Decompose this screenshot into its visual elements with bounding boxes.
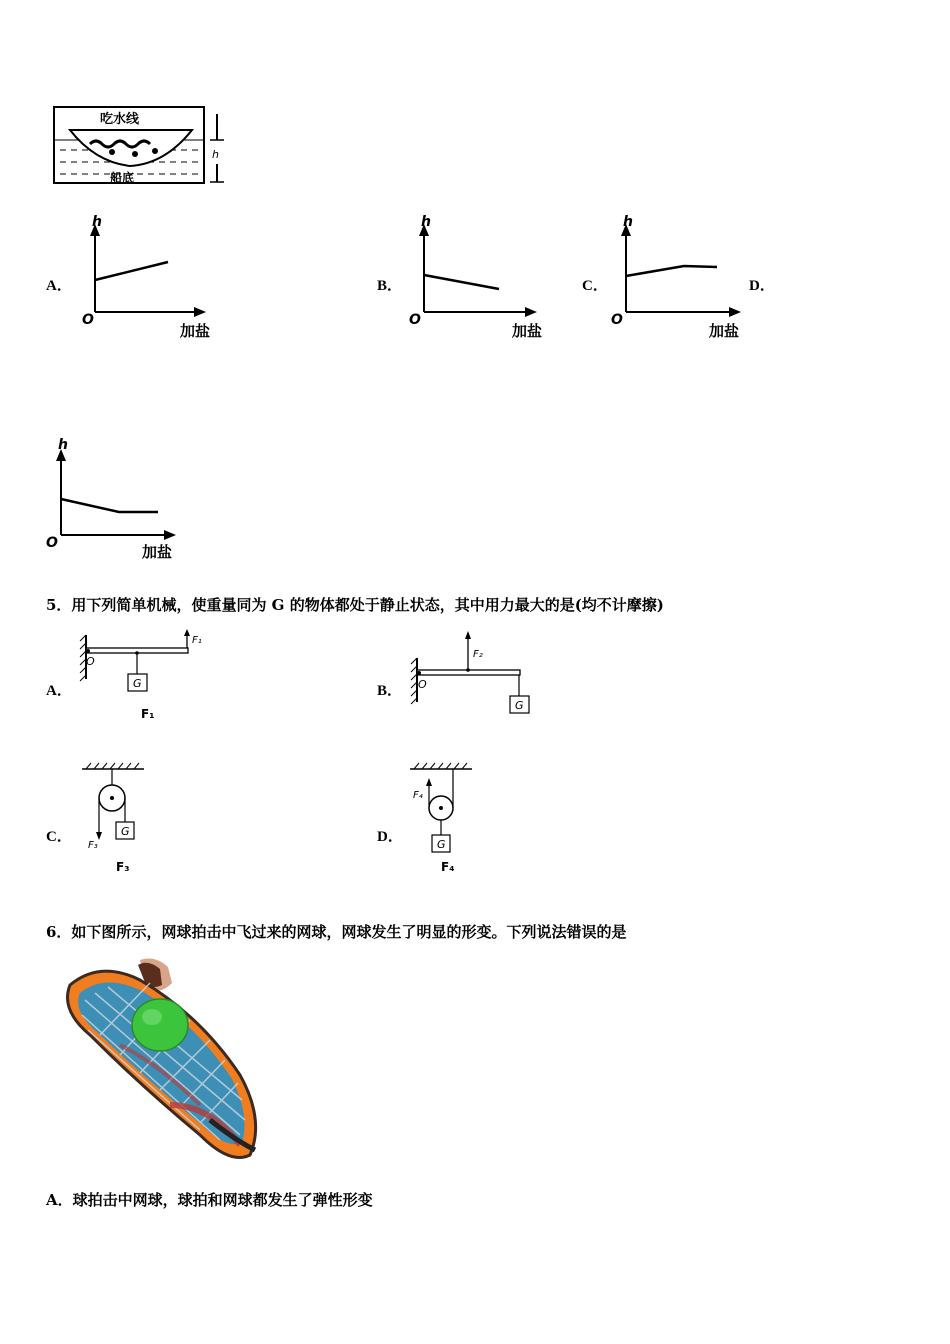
- q5-option-a-label: A．: [46, 683, 72, 699]
- svg-text:加盐: 加盐: [709, 322, 740, 340]
- q5-option-d-label: D．: [377, 829, 403, 845]
- q5-caption-f1: F₁: [141, 707, 155, 721]
- q4-option-c-label: C．: [582, 278, 608, 294]
- svg-text:F₂: F₂: [473, 649, 483, 660]
- q5-movable-pulley-figure: [405, 760, 485, 860]
- ship-waterline-figure: [50, 104, 235, 189]
- svg-text:O: O: [611, 312, 623, 328]
- q5-option-b-label: B．: [377, 683, 403, 699]
- hull-label: 船底: [110, 171, 135, 185]
- svg-text:h: h: [58, 437, 68, 453]
- q6-option-a-text: A．球拍击中网球，球拍和网球都发生了弹性形变: [46, 1191, 373, 1209]
- svg-text:加盐: 加盐: [512, 322, 543, 340]
- h-label: h: [212, 148, 219, 161]
- q4-graph-d: [44, 435, 189, 565]
- svg-text:加盐: 加盐: [180, 322, 211, 340]
- q5-fixed-pulley-figure: [78, 760, 158, 852]
- svg-text:O: O: [82, 312, 94, 328]
- svg-text:G: G: [437, 838, 446, 851]
- q5-caption-f4: F₄: [441, 860, 455, 874]
- q4-graph-c: [609, 212, 754, 342]
- svg-text:h: h: [421, 214, 431, 230]
- svg-text:G: G: [133, 677, 142, 690]
- svg-text:O: O: [86, 655, 95, 668]
- q5-caption-f3: F₃: [116, 860, 130, 874]
- svg-text:G: G: [121, 825, 130, 838]
- q4-graph-a: [80, 212, 225, 342]
- svg-text:G: G: [515, 699, 524, 712]
- svg-text:O: O: [46, 535, 58, 551]
- tennis-racket-image: [60, 955, 265, 1165]
- svg-text:O: O: [409, 312, 421, 328]
- svg-text:h: h: [623, 214, 633, 230]
- svg-text:加盐: 加盐: [142, 543, 173, 561]
- waterline-label: 吃水线: [100, 112, 140, 127]
- q5-lever-b-figure: [405, 628, 545, 723]
- q4-option-d-label: D．: [749, 278, 775, 294]
- question-6-text: 6．如下图所示，网球拍击中飞过来的网球，网球发生了明显的形变。下列说法错误的是: [46, 923, 627, 941]
- svg-text:F₃: F₃: [88, 840, 98, 851]
- svg-text:h: h: [92, 214, 102, 230]
- question-5-text: 5．用下列简单机械，使重量同为 G 的物体都处于静止状态，其中用力最大的是(均不计摩擦): [46, 596, 664, 614]
- q4-option-b-label: B．: [377, 278, 403, 294]
- q4-graph-b: [407, 212, 552, 342]
- svg-text:O: O: [418, 678, 427, 691]
- q5-lever-a-figure: [78, 627, 218, 707]
- q4-option-a-label: A．: [46, 278, 72, 294]
- q5-option-c-label: C．: [46, 829, 72, 845]
- svg-text:F₁: F₁: [192, 635, 202, 646]
- svg-text:F₄: F₄: [413, 790, 423, 801]
